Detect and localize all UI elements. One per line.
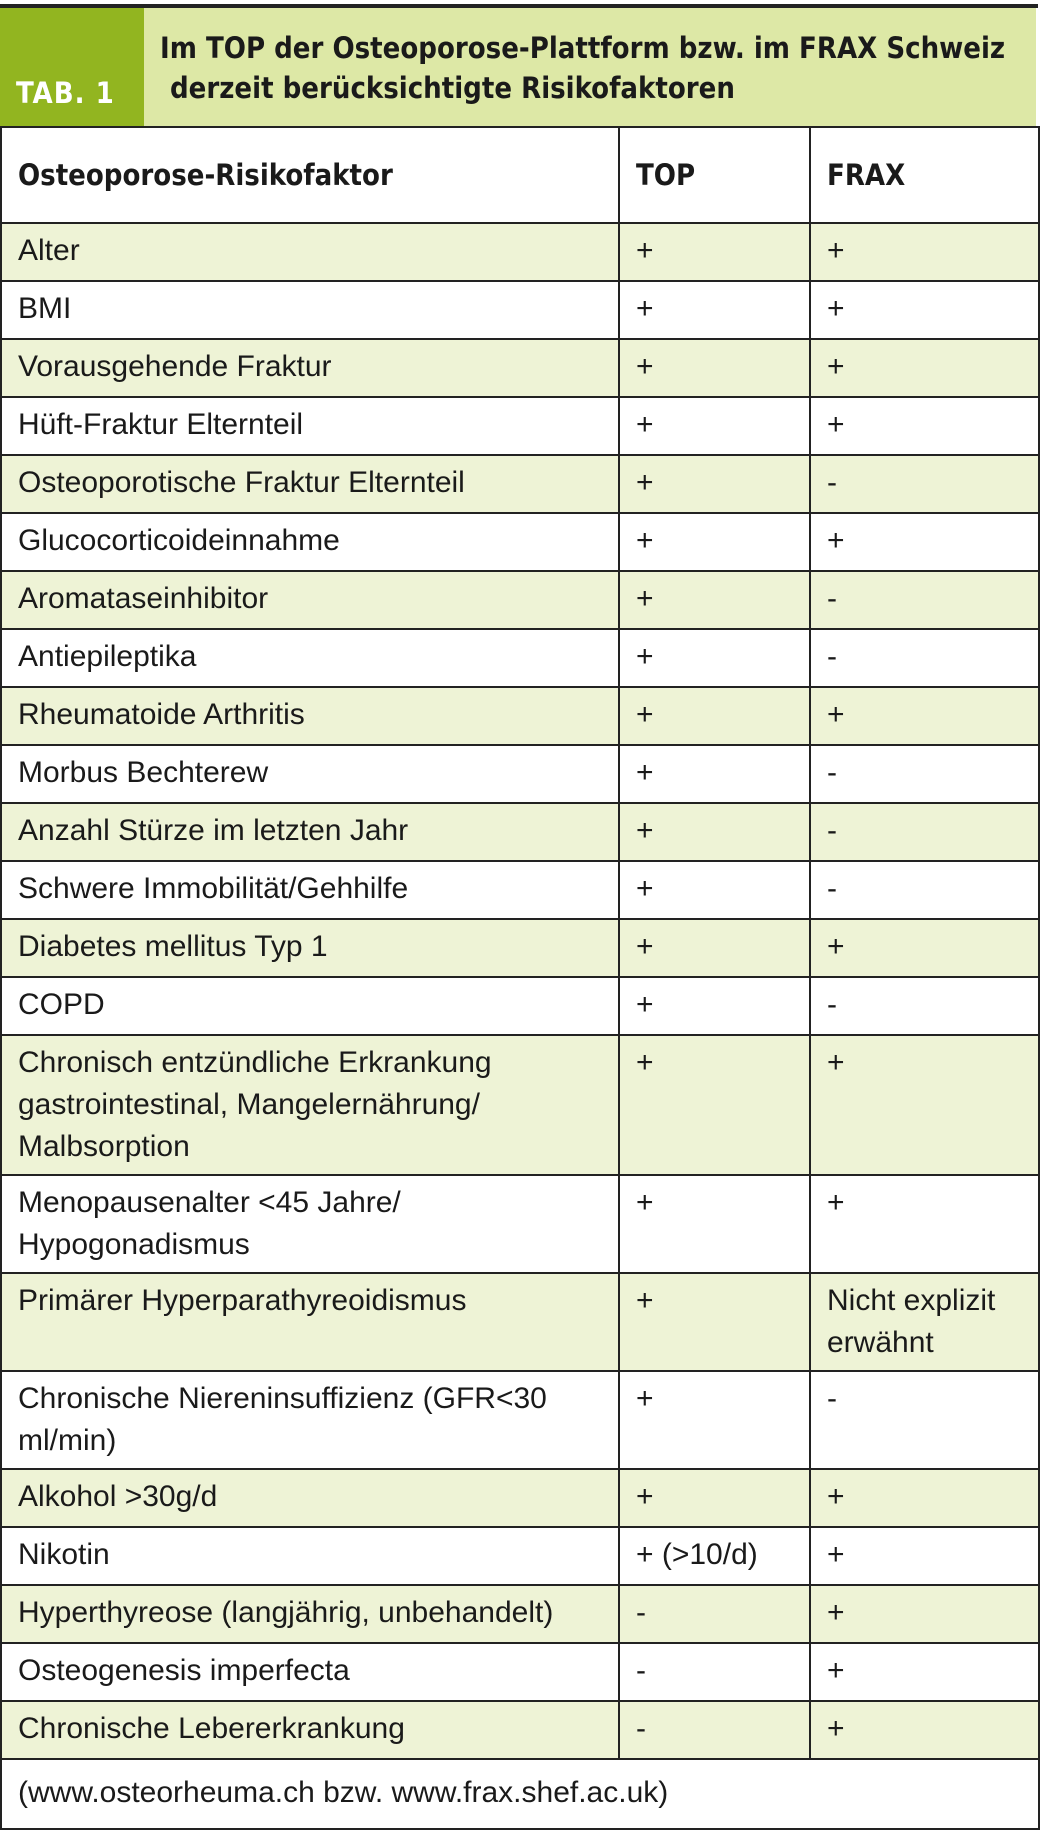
cell-factor: Morbus Bechterew [1, 745, 619, 803]
table-row [1, 223, 1039, 281]
table-row [1, 977, 1039, 1035]
cell-frax: + [810, 1643, 1039, 1701]
table-row [1, 745, 1039, 803]
table-row [1, 1585, 1039, 1643]
table-title [160, 28, 1020, 108]
column-header-top: TOP [619, 127, 810, 223]
cell-top: + [619, 977, 810, 1035]
cell-top: + [619, 1175, 810, 1273]
cell-top: + [619, 223, 810, 281]
title-line-2: derzeit berücksichtigte Risikofaktoren [170, 71, 735, 105]
cell-factor: Osteoporotische Fraktur Elternteil [1, 455, 619, 513]
cell-top: + [619, 513, 810, 571]
table-row [1, 1643, 1039, 1701]
table-row [1, 803, 1039, 861]
cell-frax: - [810, 629, 1039, 687]
cell-frax: + [810, 1175, 1039, 1273]
cell-frax: + [810, 339, 1039, 397]
cell-frax: + [810, 1585, 1039, 1643]
cell-frax: - [810, 571, 1039, 629]
cell-top: + [619, 687, 810, 745]
table-row [1, 1371, 1039, 1469]
cell-top: + [619, 629, 810, 687]
cell-factor: Antiepileptika [1, 629, 619, 687]
cell-frax: + [810, 281, 1039, 339]
cell-factor: BMI [1, 281, 619, 339]
cell-frax: + [810, 919, 1039, 977]
cell-frax: + [810, 687, 1039, 745]
cell-frax: + [810, 397, 1039, 455]
cell-top: + [619, 1469, 810, 1527]
cell-factor: Glucocorticoideinnahme [1, 513, 619, 571]
cell-frax: + [810, 1701, 1039, 1759]
cell-frax: + [810, 1527, 1039, 1585]
cell-top: - [619, 1643, 810, 1701]
cell-top: + [619, 281, 810, 339]
cell-factor: Osteogenesis imperfecta [1, 1643, 619, 1701]
footnote: (www.osteorheuma.ch bzw. www.frax.shef.ac.uk) [1, 1759, 1039, 1829]
title-line-1: Im TOP der Osteoporose-Plattform bzw. im FRAX Schweiz [160, 31, 1006, 65]
cell-frax: - [810, 861, 1039, 919]
cell-frax: - [810, 803, 1039, 861]
cell-frax: + [810, 513, 1039, 571]
cell-factor: Vorausgehende Fraktur [1, 339, 619, 397]
cell-factor: Diabetes mellitus Typ 1 [1, 919, 619, 977]
cell-factor: Hyperthyreose (langjährig, unbehandelt) [1, 1585, 619, 1643]
cell-top: + (>10/d) [619, 1527, 810, 1585]
cell-factor: Rheumatoide Arthritis [1, 687, 619, 745]
cell-factor: Alkohol >30g/d [1, 1469, 619, 1527]
tab-number-box [0, 8, 144, 126]
cell-factor: Anzahl Stürze im letzten Jahr [1, 803, 619, 861]
table-row [1, 281, 1039, 339]
cell-frax: + [810, 1035, 1039, 1175]
cell-top: + [619, 571, 810, 629]
cell-frax: - [810, 745, 1039, 803]
table-row [1, 1527, 1039, 1585]
cell-frax: + [810, 223, 1039, 281]
table-row [1, 919, 1039, 977]
table-row [1, 513, 1039, 571]
cell-factor: Schwere Immobilität/Gehhilfe [1, 861, 619, 919]
cell-top: + [619, 919, 810, 977]
table-row [1, 629, 1039, 687]
column-header-frax: FRAX [810, 127, 1039, 223]
cell-top: + [619, 1273, 810, 1371]
cell-factor: COPD [1, 977, 619, 1035]
table-header-banner [0, 8, 1036, 126]
cell-frax: Nicht explizit erwähnt [810, 1273, 1039, 1371]
cell-top: + [619, 1371, 810, 1469]
cell-factor: Chronisch entzündliche Erkrankung gastrointestinal, Mangelernährung/ Malbsorption [1, 1035, 619, 1175]
cell-frax: - [810, 1371, 1039, 1469]
cell-top: + [619, 397, 810, 455]
header-row [1, 127, 1039, 223]
cell-top: + [619, 861, 810, 919]
table-row [1, 1469, 1039, 1527]
cell-top: + [619, 1035, 810, 1175]
cell-top: - [619, 1701, 810, 1759]
cell-frax: + [810, 1469, 1039, 1527]
cell-factor: Primärer Hyperparathyreoidismus [1, 1273, 619, 1371]
cell-factor: Nikotin [1, 1527, 619, 1585]
cell-factor: Aromataseinhibitor [1, 571, 619, 629]
cell-factor: Menopausenalter <45 Jahre/ Hypogonadismus [1, 1175, 619, 1273]
cell-top: + [619, 339, 810, 397]
table-row [1, 861, 1039, 919]
table-row [1, 1175, 1039, 1273]
table-row [1, 1701, 1039, 1759]
table-row [1, 455, 1039, 513]
cell-frax: - [810, 977, 1039, 1035]
cell-frax: - [810, 455, 1039, 513]
cell-top: + [619, 745, 810, 803]
table-row [1, 687, 1039, 745]
tab-label: TAB. 1 [16, 76, 115, 110]
table-row [1, 1273, 1039, 1371]
risk-factor-table [0, 126, 1040, 1830]
cell-top: + [619, 803, 810, 861]
column-header-factor: Osteoporose-Risikofaktor [1, 127, 619, 223]
table-row [1, 1035, 1039, 1175]
table-row [1, 339, 1039, 397]
footnote-row [1, 1759, 1039, 1829]
cell-top: - [619, 1585, 810, 1643]
cell-factor: Chronische Niereninsuffizienz (GFR<30 ml/min) [1, 1371, 619, 1469]
cell-top: + [619, 455, 810, 513]
table-row [1, 571, 1039, 629]
cell-factor: Chronische Lebererkrankung [1, 1701, 619, 1759]
cell-factor: Alter [1, 223, 619, 281]
table-row [1, 397, 1039, 455]
cell-factor: Hüft-Fraktur Elternteil [1, 397, 619, 455]
